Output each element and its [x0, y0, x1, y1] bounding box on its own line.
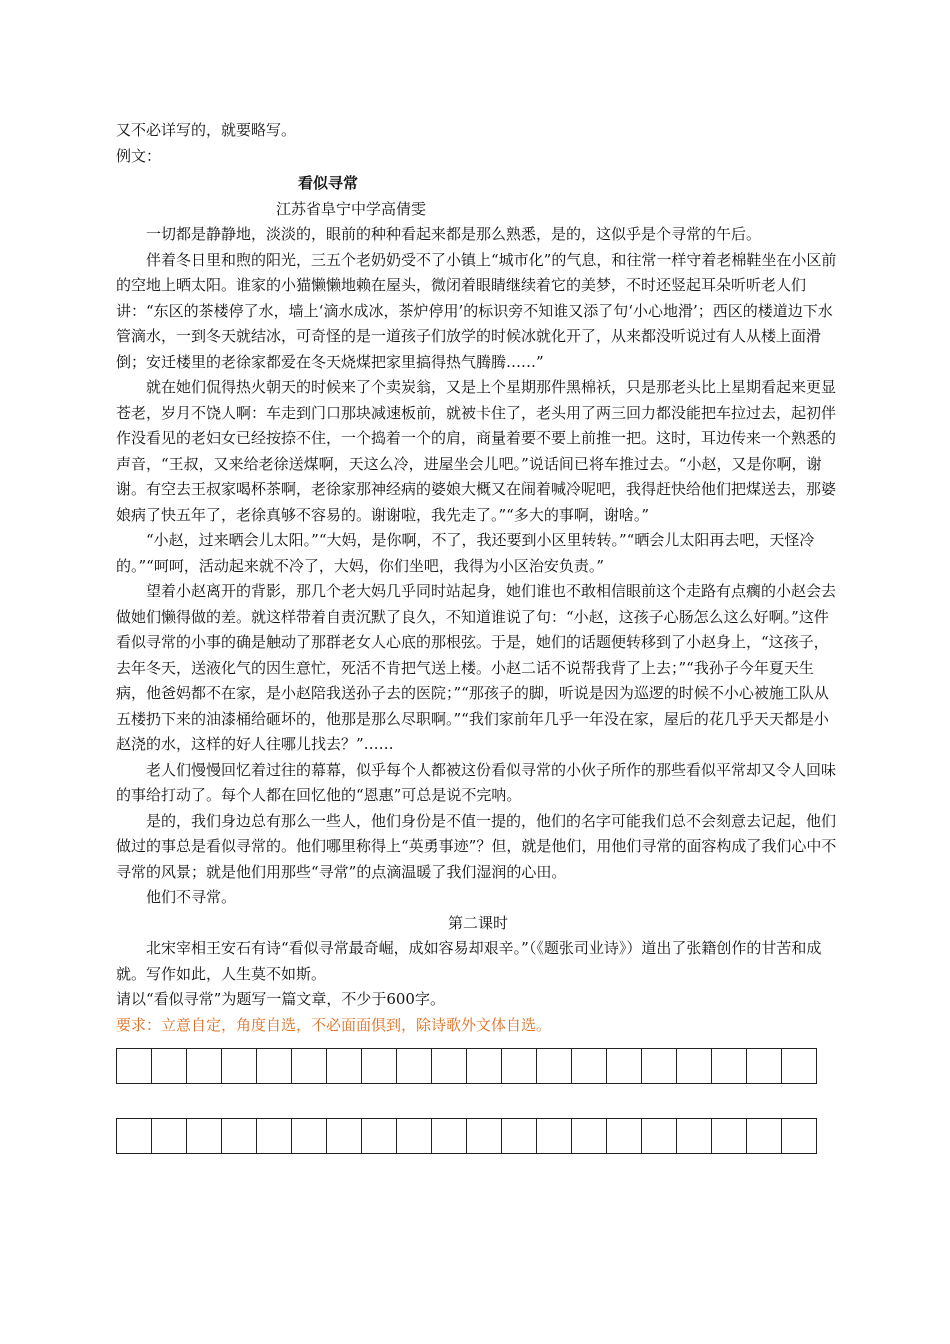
- writing-grid-row-2[interactable]: [116, 1118, 817, 1154]
- grid-cell[interactable]: [782, 1118, 817, 1154]
- grid-cell[interactable]: [642, 1118, 677, 1154]
- grid-cell[interactable]: [432, 1118, 467, 1154]
- essay-title: 看似寻常: [298, 174, 359, 192]
- prompt-task: 请以“看似寻常”为题写一篇文章，不少于600字。: [116, 990, 445, 1008]
- grid-cell[interactable]: [467, 1118, 502, 1154]
- content: [116, 118, 840, 1154]
- grid-cell[interactable]: [537, 1118, 572, 1154]
- grid-cell[interactable]: [712, 1118, 747, 1154]
- grid-cell[interactable]: [572, 1118, 607, 1154]
- essay-paragraph: 他们不寻常。: [146, 888, 237, 906]
- prompt-paragraph: 北宋宰相王安石有诗“看似寻常最奇崛，成如容易却艰辛。”（《题张司业诗》）道出了张籍创作的甘苦和成就。写作如此，人生莫不如斯。: [116, 939, 822, 983]
- grid-cell[interactable]: [152, 1048, 187, 1084]
- grid-cell[interactable]: [327, 1118, 362, 1154]
- grid-cell[interactable]: [467, 1048, 502, 1084]
- grid-cell[interactable]: [362, 1048, 397, 1084]
- essay-paragraph: 是的，我们身边总有那么一些人，他们身份是不值一提的，他们的名字可能我们总不会刻意去记起，他们做过的事总是看似寻常的。他们哪里称得上“英勇事迹”？但，就是他们，用他们寻常的面容构成了我们心中不寻常的风景；就是他们用那些“寻常”的点滴温暖了我们湿润的心田。: [116, 811, 837, 881]
- grid-cell[interactable]: [257, 1048, 292, 1084]
- grid-cell[interactable]: [677, 1048, 712, 1084]
- grid-cell[interactable]: [537, 1048, 572, 1084]
- grid-cell[interactable]: [117, 1118, 152, 1154]
- grid-cell[interactable]: [747, 1048, 782, 1084]
- grid-cell[interactable]: [222, 1118, 257, 1154]
- grid-cell[interactable]: [117, 1048, 152, 1084]
- requirement-text: 要求：立意自定，角度自选，不必面面俱到，除诗歌外文体自选。: [116, 1015, 552, 1034]
- intro-line-1: 又不必详写的，就要略写。: [116, 121, 297, 139]
- essay-paragraph: 一切都是静静地，淡淡的，眼前的种种看起来都是那么熟悉，是的，这似乎是个寻常的午后。: [146, 225, 762, 243]
- essay-paragraph: 就在她们侃得热火朝天的时候来了个卖炭翁，又是上个星期那件黑棉袄，只是那老头比上星期看起来更显苍老，岁月不饶人啊：车走到门口那块减速板前，就被卡住了，老头用了两三回力都没能把车拉过去，起初伴作没看见的老妇女已经按捺不住，一个捣着一个的肩，商量着要不要上前推一把。这时，耳边传来一个熟悉的声音，“王叔，又来给老徐送煤啊，天这么冷，进屋坐会儿吧。”说话间已将车推过去。“小赵，又是你啊，谢谢。有空去王叔家喝杯茶啊，老徐家那神经病的婆娘大概又在闹着喊冷呢吧，我得赶快给他们把煤送去，那婆娘病了快五年了，老徐真够不容易的。谢谢啦，我先走了。”“多大的事啊，谢啥。”: [116, 378, 837, 524]
- grid-cell[interactable]: [187, 1118, 222, 1154]
- grid-cell[interactable]: [292, 1048, 327, 1084]
- grid-cell[interactable]: [432, 1048, 467, 1084]
- essay-author: 江苏省阜宁中学高倩雯: [276, 199, 427, 218]
- grid-cell[interactable]: [642, 1048, 677, 1084]
- essay-paragraph: “小赵，过来晒会儿太阳。”“大妈，是你啊，不了，我还要到小区里转转。”“晒会儿太阳再去吧，天怪冷的。”“呵呵，活动起来就不冷了，大妈，你们坐吧，我得为小区治安负责。”: [116, 531, 815, 575]
- essay-paragraph: 伴着冬日里和煦的阳光，三五个老奶奶受不了小镇上“城市化”的气息，和往常一样守着老棉鞋坐在小区前的空地上晒太阳。谁家的小猫懒懒地赖在屋头，微闭着眼睛继续着它的美梦，不时还竖起耳朵听听老人们讲：“东区的茶楼停了水，墙上‘滴水成冰，茶炉停用’的标识旁不知谁又添了句‘小心地滑’；西区的楼道边下水管滴水，一到冬天就结冰，可奇怪的是一道孩子们放学的时候冰就化开了，从来都没听说过有人从楼上面滑倒；安迁楼里的老徐家都爱在冬天烧煤把家里搞得热气腾腾……”: [116, 250, 837, 371]
- grid-cell[interactable]: [152, 1118, 187, 1154]
- grid-cell[interactable]: [747, 1118, 782, 1154]
- essay-paragraph: 望着小赵离开的背影，那几个老大妈几乎同时站起身，她们谁也不敢相信眼前这个走路有点瘸的小赵会去做她们懒得做的差。就这样带着自责沉默了良久，不知道谁说了句：“小赵，这孩子心肠怎么这么好啊。”这件看似寻常的小事的确是触动了那群老女人心底的那根弦。于是，她们的话题便转移到了小赵身上，“这孩子，去年冬天，送液化气的因生意忙，死活不肯把气送上楼。小赵二话不说帮我背了上去；”“我孙子今年夏天生病，他爸妈都不在家，是小赵陪我送孙子去的医院；”“那孩子的脚，听说是因为巡逻的时候不小心被施工队从五楼扔下来的油漆桶给砸坏的，他那是那么尽职啊。”“我们家前年几乎一年没在家，屋后的花几乎天天都是小赵浇的水，这样的好人往哪儿找去？”……: [116, 582, 837, 753]
- grid-cell[interactable]: [782, 1048, 817, 1084]
- grid-cell[interactable]: [362, 1118, 397, 1154]
- grid-cell[interactable]: [327, 1048, 362, 1084]
- grid-cell[interactable]: [257, 1118, 292, 1154]
- grid-cell[interactable]: [712, 1048, 747, 1084]
- grid-cell[interactable]: [502, 1048, 537, 1084]
- intro-line-2: 例文：: [116, 146, 162, 165]
- grid-cell[interactable]: [397, 1118, 432, 1154]
- essay-paragraph: 老人们慢慢回忆着过往的幕幕，似乎每个人都被这份看似寻常的小伙子所作的那些看似平常却又令人回味的事给打动了。每个人都在回忆他的“恩惠”可总是说不完呐。: [116, 760, 837, 804]
- grid-cell[interactable]: [397, 1048, 432, 1084]
- grid-cell[interactable]: [572, 1048, 607, 1084]
- grid-cell[interactable]: [292, 1118, 327, 1154]
- grid-cell[interactable]: [502, 1118, 537, 1154]
- grid-cell[interactable]: [677, 1118, 712, 1154]
- grid-cell[interactable]: [187, 1048, 222, 1084]
- writing-grid-row-1[interactable]: [116, 1048, 817, 1084]
- grid-cell[interactable]: [607, 1118, 642, 1154]
- grid-cell[interactable]: [607, 1048, 642, 1084]
- grid-cell[interactable]: [222, 1048, 257, 1084]
- section-heading: 第二课时: [447, 913, 508, 932]
